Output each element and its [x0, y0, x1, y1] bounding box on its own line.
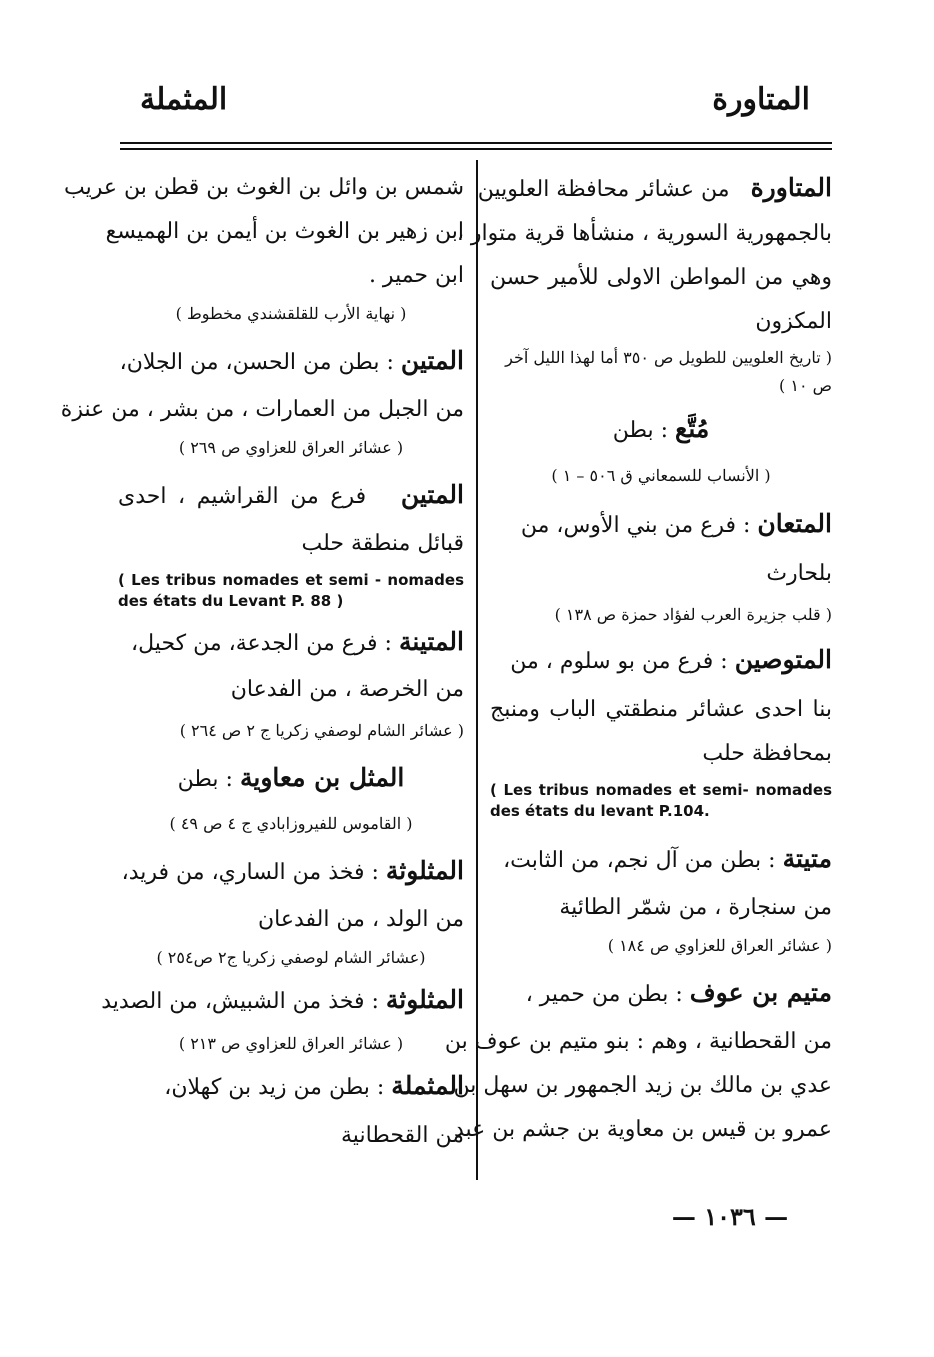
- entry-reference: ( عشائر الشام لوصفي زكريا ج ٢ ص ٢٦٤ ): [179, 721, 464, 740]
- entry-head: المثلوثة: [385, 856, 464, 885]
- entry-head: المثملة: [391, 1071, 464, 1100]
- entry-line: [490, 834, 832, 886]
- entry-line: عدي بن مالك بن زيد الجمهور بن سهل بن: [453, 1073, 832, 1098]
- entry-line: [118, 336, 464, 388]
- entry-almutawasin: [490, 634, 832, 822]
- entry-almuthmala: [118, 1060, 464, 1158]
- entry-reference: ( تاريخ العلويين للطويل ص ٣٥٠ أما لهذا الليل آخر ص ١٠ ): [505, 348, 832, 395]
- entry-reference: ( القاموس للفيروزابادي ج ٤ ص ٤٩ ): [169, 814, 413, 833]
- entry-line: ابن زهير بن الغوث بن أيمن بن الهميسع: [105, 219, 464, 244]
- entry-text: : بطن من زيد بن كهلان،: [164, 1075, 385, 1100]
- entry-line: من الخرصة ، من الفدعان: [230, 677, 464, 702]
- entry-head: المتين: [400, 346, 464, 375]
- entry-reference: ( نهاية الأرب للقلقشندي مخطوط ): [175, 304, 407, 323]
- header-right-title: المتاورة: [712, 82, 810, 117]
- entry-head: المتين: [400, 480, 464, 509]
- entry-reference: ( عشائر العراق للعزاوي ص ٢١٣ ): [178, 1034, 404, 1053]
- entry-line: [477, 166, 832, 212]
- right-column: [444, 166, 832, 1152]
- entry-line: بمحافظة حلب: [702, 741, 832, 766]
- entry-line: من الولد ، من الفدعان: [257, 907, 464, 932]
- header-left-title: المثملة: [140, 82, 228, 117]
- entry-almutawara: [456, 166, 832, 400]
- entry-line: قبائل منطقة حلب: [301, 531, 464, 556]
- entry-line: [490, 400, 832, 460]
- entry-text: من عشائر محافظة العلويين: [477, 177, 730, 202]
- entry-line: المكزون: [755, 309, 832, 334]
- entry-head: المتينة: [398, 627, 464, 656]
- page-number: — ١٠٣٦ —: [671, 1202, 789, 1231]
- entry-reference: ( قلب جزيرة العرب لفؤاد حمزة ص ١٣٨ ): [554, 605, 832, 624]
- entry-almutina: [118, 618, 464, 750]
- entry-reference: (عشائر الشام لوصفي زكريا ج٢ ص٢٥٤ ): [156, 948, 426, 967]
- entry-reference: ( عشائر العراق للعزاوي ص ٢٦٩ ): [178, 438, 404, 457]
- entry-almuthal: [118, 750, 464, 840]
- header-rule-top: [120, 142, 832, 144]
- entry-text: : بطن من آل نجم، من الثابت،: [503, 848, 776, 873]
- entry-line: [118, 618, 464, 668]
- entry-line: [490, 498, 832, 552]
- entry-line: [490, 634, 832, 688]
- entry-almathlutha-1: [118, 846, 464, 974]
- entry-head: المتوصين: [734, 645, 832, 674]
- entry-line: بلحارث: [766, 561, 832, 586]
- entry-line: بنا احدى عشائر منطقتي الباب ومنبج: [490, 697, 832, 722]
- entry-line: ابن حمير .: [368, 263, 464, 288]
- entry-line: من القحطانية: [341, 1123, 464, 1148]
- entry-almathlutha-2: [101, 974, 464, 1060]
- entry-text: : بطن من الحسن، من الجلان،: [119, 350, 394, 375]
- left-column: [60, 166, 464, 1158]
- entry-head: متيم بن عوف: [689, 978, 832, 1007]
- entry-line: [118, 750, 464, 808]
- entry-mutta: [490, 400, 832, 492]
- entry-almutin-2: [118, 470, 464, 612]
- entry-head: المثل بن معاوية: [239, 763, 405, 792]
- entry-line: من القحطانية ، وهم : بنو متيم بن عوف بن: [444, 1029, 832, 1054]
- entry-line: عمرو بن قيس بن معاوية بن جشم بن عبد: [453, 1117, 832, 1142]
- running-header: [120, 82, 810, 130]
- entry-text: فرع من القراشيم ، احدى: [118, 484, 367, 509]
- entry-head: متيتة: [782, 844, 832, 873]
- entry-head: المتاورة: [750, 173, 832, 202]
- entry-text: : فرع من الجدعة، من كحيل،: [131, 631, 392, 656]
- entry-text: : بطن: [612, 418, 669, 443]
- entry-mutayyam-bin-awf: [444, 968, 832, 1152]
- entry-line: بالجمهورية السورية ، منشأها قرية متوار ،: [456, 221, 832, 246]
- entry-mutita: [490, 834, 832, 962]
- entry-line: [490, 968, 832, 1020]
- entry-text: : فخذ من الشبيش، من الصديد: [101, 989, 379, 1014]
- entry-reference: ( الأنساب للسمعاني ق ٥٠٦ – ١ ): [551, 466, 771, 485]
- entry-continuation: [64, 166, 464, 330]
- entry-line: [101, 974, 464, 1028]
- entry-line: وهي من المواطن الاولى للأمير حسن: [490, 265, 832, 290]
- entry-line: [118, 846, 464, 898]
- entry-line: من سنجارة ، من شمّر الطائية: [559, 895, 832, 920]
- header-rule-bottom: [120, 148, 832, 150]
- entry-almutan: [490, 498, 832, 634]
- entry-line: [118, 470, 464, 522]
- entry-head: مُتَّع: [675, 414, 710, 443]
- entry-text: : بطن: [177, 767, 233, 792]
- entry-text: : فرع من بني الأوس، من: [520, 513, 751, 538]
- entry-line: [118, 1060, 464, 1114]
- entry-reference-latin: ( Les tribus nomades et semi - nomades des états du Levant P. 88 ): [118, 571, 464, 610]
- entry-text: : فخذ من الساري، من فريد،: [121, 860, 379, 885]
- entry-head: المثلوثة: [385, 985, 464, 1014]
- entry-text: : فرع من بو سلوم ، من: [510, 649, 728, 674]
- entry-reference-latin: ( Les tribus nomades et semi- nomades des états du levant P.104.: [490, 781, 832, 820]
- entry-almutin-1: [60, 336, 464, 464]
- entry-reference: ( عشائر العراق للعزاوي ص ١٨٤ ): [607, 936, 832, 955]
- entry-head: المتعان: [757, 509, 832, 538]
- entry-line: شمس بن وائل بن الغوث بن قطن بن عريب: [64, 175, 464, 200]
- entry-line: من الجبل من العمارات ، من بشر ، من عنزة: [60, 397, 464, 422]
- entry-text: : بطن من حمير ،: [525, 982, 683, 1007]
